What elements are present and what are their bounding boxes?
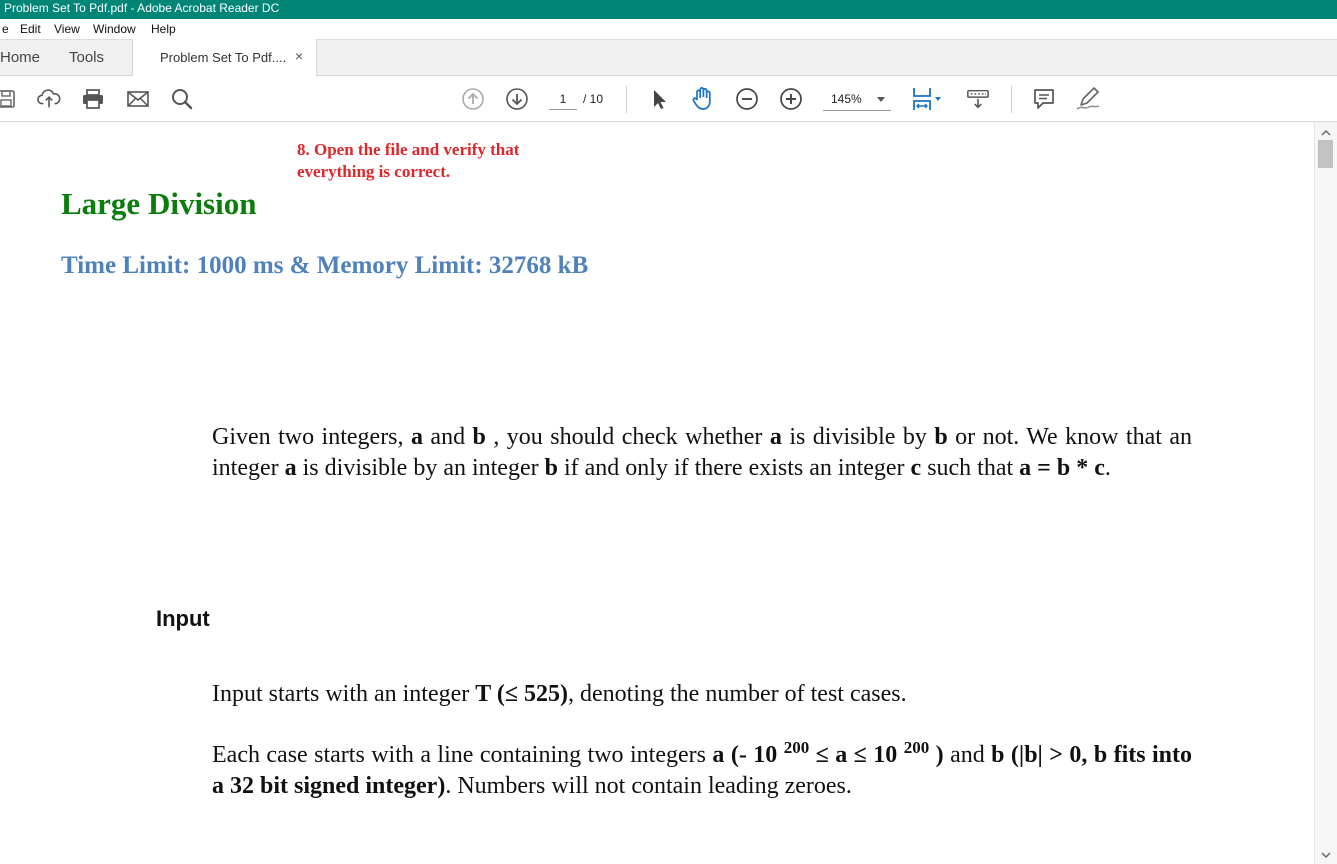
text-run: is divisible by an integer [296,455,545,481]
text-run: , you should check whether [485,424,770,450]
intro-paragraph [212,422,1192,484]
toolbar-divider [626,86,627,113]
menu-edit[interactable]: Edit [20,22,41,36]
constraint-t: T (≤ 525) [475,681,569,707]
var-a: a [769,424,782,450]
sign-icon[interactable] [1075,87,1103,111]
select-cursor-icon[interactable] [647,87,671,111]
comment-icon[interactable] [1032,87,1056,111]
page-title: Large Division [61,186,257,221]
var-a: a [410,424,423,450]
menu-window[interactable]: Window [93,22,136,36]
scroll-down-icon[interactable] [1319,848,1333,860]
menu-bar [0,19,1337,39]
var-c: c [910,455,922,481]
scrollbar-thumb[interactable] [1318,140,1333,168]
zoom-level-select[interactable] [823,88,891,111]
scroll-up-icon[interactable] [1319,126,1333,138]
exponent: 200 [783,738,810,757]
text-run: Each case starts with a line containing two integers [212,742,713,768]
page-total: / 10 [583,92,604,106]
window-title: Problem Set To Pdf.pdf - Adobe Acrobat Reader DC [4,1,280,15]
tab-bar [0,39,1337,76]
text-run: Given two integers, [212,424,411,450]
zoom-out-icon[interactable] [735,87,759,111]
text-run: . Numbers will not contain leading zeroes. [445,773,852,799]
scroll-mode-icon[interactable] [966,87,990,111]
toolbar-divider [1011,86,1012,113]
upload-icon[interactable] [37,87,61,111]
exponent: 200 [903,738,930,757]
page-up-icon[interactable] [461,87,485,111]
search-icon[interactable] [170,87,194,111]
toolbar [0,76,1337,122]
var-b: b [544,455,558,481]
zoom-in-icon[interactable] [779,87,803,111]
page-number-input[interactable]: 1 [549,88,577,110]
window-title-bar [0,0,1337,19]
close-tab-icon[interactable]: × [295,48,304,64]
page-down-icon[interactable] [505,87,529,111]
tab-document-label: Problem Set To Pdf.... [160,50,287,65]
tab-tools[interactable]: Tools [69,49,105,66]
save-icon[interactable] [0,87,18,111]
tab-document[interactable] [132,39,317,77]
constraint-a: ≤ a ≤ 10 [809,742,904,768]
input-paragraph-1 [212,679,1192,710]
constraint-b: b (|b| > 0, b fits into a 32 bit signed integer) [212,742,1193,799]
text-run: and [422,424,473,450]
text-run: Input starts with an integer [212,681,476,707]
text-run: such that [921,455,1020,481]
hand-icon[interactable] [691,87,715,111]
document-view[interactable] [0,122,1314,864]
var-b: b [934,424,948,450]
equation: a = b * c [1019,455,1105,481]
text-run: and [943,742,992,768]
constraint-a: ) [929,742,944,768]
constraint-a: a (- 10 [712,742,784,768]
zoom-level-value: 145% [831,92,862,106]
menu-view[interactable]: View [54,22,80,36]
input-heading: Input [156,606,210,631]
email-icon[interactable] [126,87,150,111]
menu-help[interactable]: Help [151,22,176,36]
annotation-note: 8. Open the file and verify that everything is correct. [297,140,520,181]
var-b: b [472,424,486,450]
text-run: . [1104,455,1111,481]
vertical-scrollbar[interactable] [1314,122,1337,864]
text-run: , denoting the number of test cases. [568,681,907,707]
menu-file[interactable]: e [2,22,9,36]
fit-page-icon[interactable] [910,87,946,111]
limits-heading: Time Limit: 1000 ms & Memory Limit: 32768 kB [61,252,589,279]
text-run: or not. We know that an integer [212,424,1193,481]
tab-home[interactable]: Home [0,49,41,66]
var-a: a [284,455,297,481]
text-run: is divisible by [781,424,935,450]
input-paragraph-2 [212,740,1192,802]
text-run: if and only if there exists an integer [557,455,911,481]
print-icon[interactable] [81,87,105,111]
chevron-down-icon [877,97,885,102]
